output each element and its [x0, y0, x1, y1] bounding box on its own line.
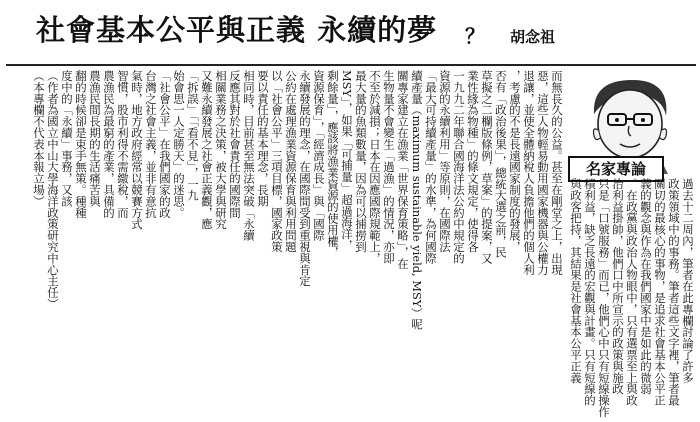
- text-column: 過去十二周內，筆者在此專欄討論了許多: [681, 178, 695, 384]
- text-column: ，考慮的不是長遠國家制度的發展，: [508, 70, 522, 253]
- text-column: 資源的永續利用」等原則，在國際法: [438, 70, 452, 253]
- text-column: 「最大可持續產量」的水準，為何國際: [424, 70, 438, 264]
- text-column: 農漁民間長期的生活痛苦與: [88, 70, 102, 207]
- text-column: 關專家建立在漁業「世界保育策略」，在: [396, 70, 410, 270]
- text-column: 否有「政治後果」，總統大選之前，民: [494, 70, 508, 259]
- text-column: 「社會公平」在我們國家的政: [158, 70, 172, 219]
- text-column: 政策領域中的事務。筆者這些文字裡，筆者最: [667, 178, 681, 406]
- text-column: 積利益，缺乏長遠的宏觀與計畫。只有短線的: [583, 178, 597, 406]
- text-column: 反應其對於社會責任的國際間: [228, 70, 242, 219]
- text-column: 資源保育」，「經濟成長」與「國際: [312, 70, 326, 241]
- text-column: 相同時，目前甚至無法突破「永續: [242, 70, 256, 241]
- text-column: 度中的「永續」事務，又該: [60, 70, 74, 207]
- text-column: 惡，這些人物輕易動用國家機器與公權力: [536, 70, 550, 276]
- text-column: 一九九二年聯合國海洋法公約中規定的: [452, 70, 466, 264]
- text-column: 永續發展的理念，在國際間受到重視與肯定: [298, 70, 312, 287]
- text-column: 不至於減損；日本在因應國際規範上，: [368, 70, 382, 264]
- text-column: 退讓，並使全體納稅人負擔他們的個人利: [522, 70, 536, 276]
- text-column: 始會思一人定勝天」的迷思。: [172, 70, 186, 219]
- text-column: 最大量的魚類數量，因為可以捕撈到: [354, 70, 368, 253]
- text-column: 以「社會公平」三項目標，國家政策: [270, 70, 284, 253]
- text-column: 要以責任的基本理念，長期: [256, 70, 270, 207]
- column-tag: 名家專論: [568, 156, 664, 182]
- text-column: 只是「口號服務」而已，他們心中只有短線操作: [597, 178, 611, 418]
- headline-question-mark: ？: [465, 24, 485, 48]
- headline: 社會基本公平與正義 永續的夢: [36, 13, 438, 47]
- text-column: 台灣之社會主義，並非有意抗: [144, 70, 158, 219]
- text-column: 而無長久的公益。甚至在剛堂之上，出現: [550, 70, 564, 276]
- disclaimer-note: （本專欄不代表本報立場）: [32, 70, 46, 207]
- text-column: 剩餘量」，應該將漁業資源的使用權，: [326, 70, 340, 259]
- text-column: 生物量不會變生「過漁」的情況，亦即: [382, 70, 396, 264]
- text-column: 關切的最核心的事物，是追求社會基本公平正: [653, 178, 667, 406]
- text-column: MSY」，如果「可捕量」超過海洋，: [340, 70, 354, 251]
- author-byline: 胡念祖: [510, 28, 556, 46]
- author-affiliation-note: （作者為國立中山大學海洋政策研究中心主任）: [46, 70, 60, 310]
- text-column: 翻的時候卻是束手無策。種種: [74, 70, 88, 219]
- text-column: 相關業務之決策，被大學與研究: [214, 70, 228, 230]
- article-columns-main: [8, 70, 564, 418]
- text-column: 。在政黨與政治人物眼中，只有選票至上與政: [625, 178, 639, 406]
- text-column: 治利益掛帥，他們口中所宣示的政策與施政: [611, 178, 625, 395]
- text-column: 公約在處理漁業資源保育與利用問題: [284, 70, 298, 253]
- text-column: 草擬之二欄版條例，草案」的提案，又: [480, 70, 494, 264]
- text-column: 農漁民為最窮的產業，具備的: [102, 70, 116, 219]
- text-column: 續產量（maximum sustainable yield, MSY）呢: [410, 70, 424, 331]
- text-column: 氣時，地方政府經常以競賽方式: [130, 70, 144, 230]
- text-column: 義的觀念與作為在我們國家中是如此的微弱: [639, 178, 653, 395]
- text-column: 智慣，股市利得不需繳稅，而: [116, 70, 130, 219]
- header-rule: [6, 64, 696, 66]
- text-column: 又難永續發展之社會正義觀，應: [200, 70, 214, 230]
- text-column: 「拆誤」「「看不見」，一九: [186, 70, 200, 202]
- text-column: 與政客把持，其結果是社會基本公平正義: [569, 178, 583, 384]
- article-columns-right: [568, 178, 695, 418]
- text-column: 業性緣為物種」的條文規定，使得各: [466, 70, 480, 253]
